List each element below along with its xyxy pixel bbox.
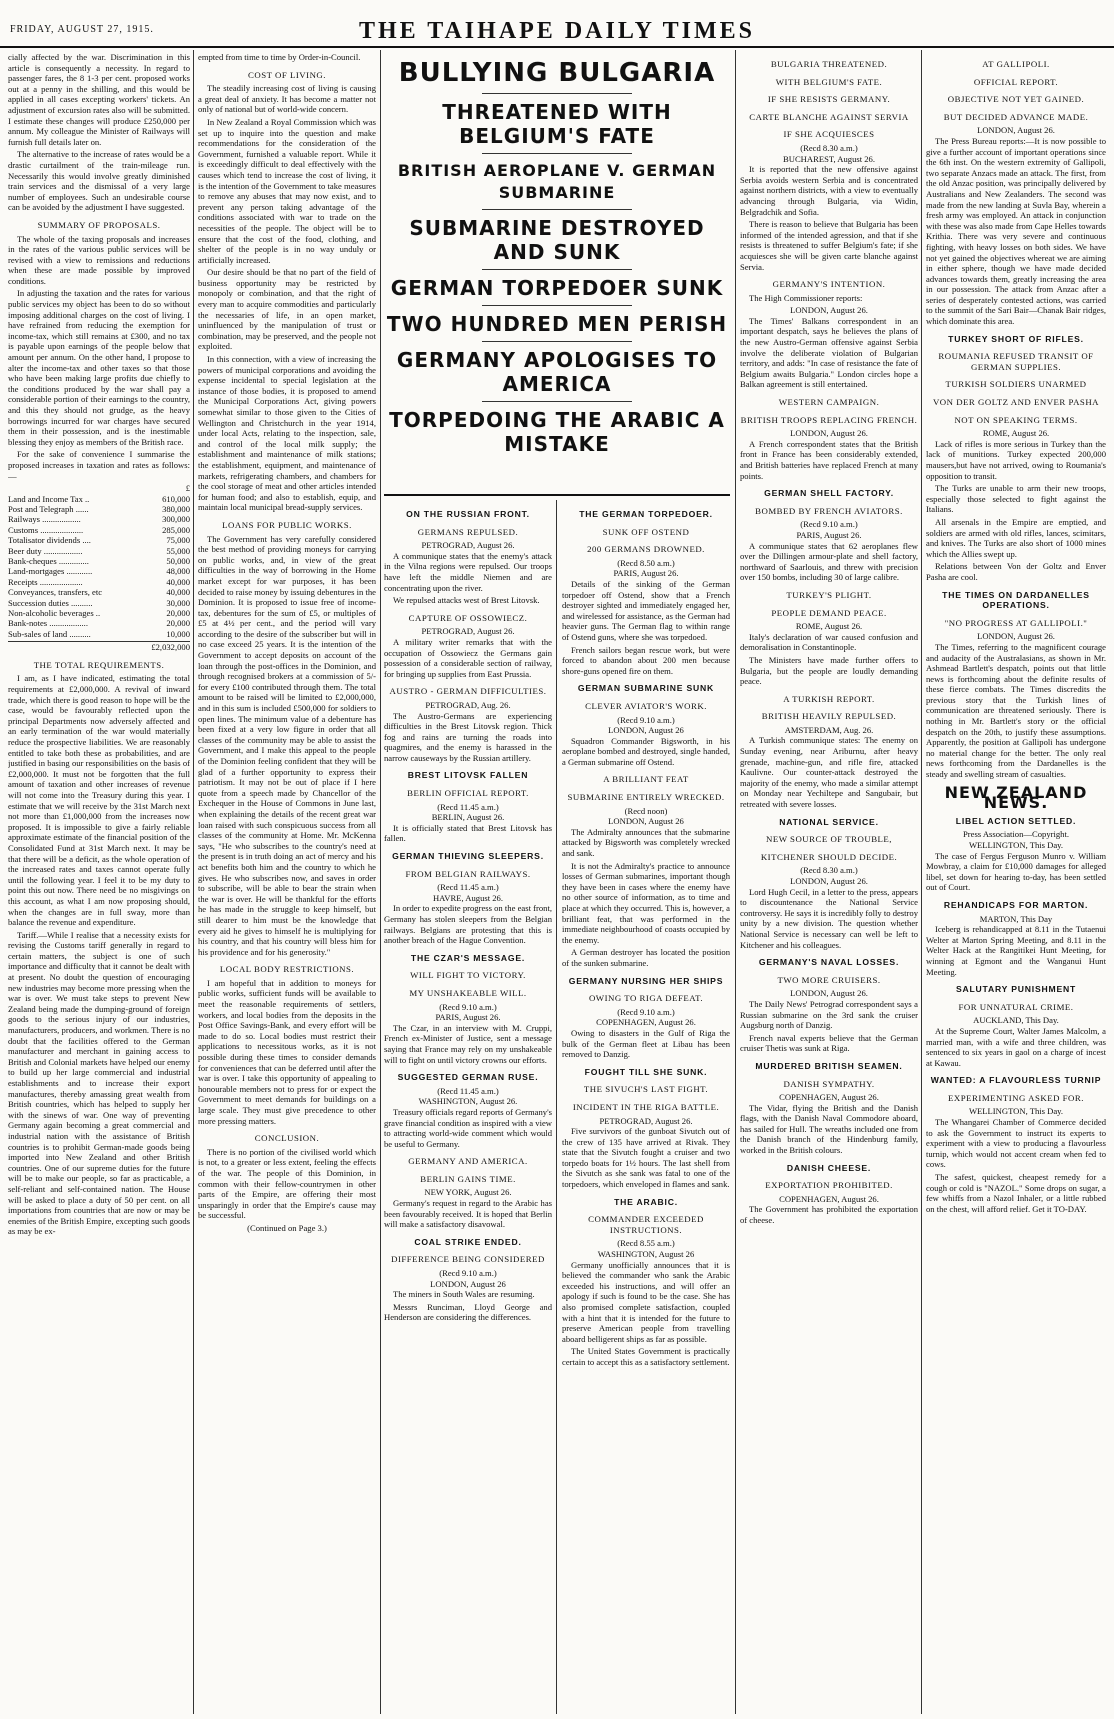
divider: [482, 269, 632, 270]
subheading: THE GERMAN TORPEDOER.: [579, 509, 713, 519]
divider: [482, 341, 632, 342]
dateline: AMSTERDAM, Aug. 26.: [784, 724, 874, 735]
subheading: SUBMARINE ENTIRELY WRECKED.: [567, 792, 725, 803]
subheading: GERMANY'S INTENTION.: [772, 279, 886, 290]
paragraph: Lack of rifles is more serious in Turkey than the lack of munitions. Turkey expected 200,000 mausers,but have not arrived, owing to Roumania's opposition to transit.: [926, 438, 1106, 481]
paragraph: French sailors began rescue work, but were forced to abandon about 200 men because shore-guns opened fire on them.: [562, 644, 730, 676]
paragraph: Messrs Runciman, Lloyd George and Henderson are considering the differences.: [384, 1301, 552, 1323]
received-time: (Recd 8.50 a.m.): [617, 557, 675, 568]
subheading: DANISH SYMPATHY.: [783, 1078, 875, 1089]
dateline: PETROGRAD, August 26.: [599, 1115, 693, 1126]
table-row: [8, 504, 190, 514]
paragraph: Treasury officials regard reports of Germany's grave financial condition as inspired with a view to attracting world-wide comment which would be useful to Germany.: [384, 1106, 552, 1149]
paragraph: The whole of the taxing proposals and increases in the rates of the various public services will be revised with a view to remissions and reductions when these are made possible by improved conditions.: [8, 233, 190, 286]
headline: TWO HUNDRED MEN PERISH: [386, 312, 728, 336]
subheading: SUMMARY OF PROPOSALS.: [37, 219, 161, 230]
paragraph: There is no portion of the civilised world which is not, to a greater or less extent, feeling the effects of the war. The people of this Dominion, in common with their fellow-countrymen in other parts of the Empire, are offering their most unsparingly in order that the Empire's cause may be successful.: [198, 1146, 376, 1221]
dateline: LONDON, August 26.: [790, 305, 868, 316]
dateline: COPENHAGEN, August 26.: [779, 1193, 879, 1204]
subheading: NATIONAL SERVICE.: [779, 816, 879, 827]
column-rule: [921, 50, 922, 1714]
table-cell-value: 50,000: [166, 556, 190, 566]
subheading: GERMANS REPULSED.: [417, 526, 519, 537]
table-cell-value: 20,000: [166, 618, 190, 629]
paragraph: In adjusting the taxation and the rates for various public services my object has been to do so without imposing additional charges on the cost of living. I have refrained from reducing the exemption for income-tax, which still remains at £300, and no tax is payable upon earnings of the people below that amount per annum. On the other hand, I propose to alter the income-tax and other taxes so that those who have been making large profits due chiefly to the conditions produced by the war shall pay a considerable portion of their earnings to the country, and this they should not grudge, as the heavy borrowings incurred for war charges have secured them in their possession, and is the inestimable blessing they enjoy as members of the British race.: [8, 288, 190, 447]
column-budget-speech: [8, 52, 190, 1712]
table-row: [8, 535, 190, 545]
paragraph: The Whangarei Chamber of Commerce decided to ask the Government to instruct its experts to experiment with a view to producing a flavourless turnip, which would not accent cream when fed to cows.: [926, 1117, 1106, 1170]
subheading: GERMAN THIEVING SLEEPERS.: [392, 851, 544, 862]
table-cell-value: 75,000: [166, 535, 190, 546]
dateline: PARIS, August 26.: [613, 568, 679, 579]
table-cell-label: Land and Income Tax ..: [8, 493, 90, 504]
paragraph: The Austro-Germans are experiencing difficulties in the Brest Litovsk region. Thick fog and rains are turning the roads into quagmires, and the enemy is harassed in the narrow causeways by the Russian artillery.: [384, 710, 552, 763]
column-russian-front: [384, 502, 552, 1712]
paragraph: All arsenals in the Empire are emptied, and soldiers are armed with old rifles, lances, scimitars, and knives. The Turks are also short of 1000 mines which the Allies swept up.: [926, 516, 1106, 559]
headline-block: [384, 52, 730, 497]
paragraph: A French correspondent states that the British front in France has been considerably extended, and British batteries have replaced French at many points.: [740, 438, 918, 481]
subheading: IF SHE ACQUIESCES: [783, 129, 875, 140]
subheading: CAPTURE OF OSSOWIECZ.: [408, 612, 528, 623]
paragraph: The Vidar, flying the British and the Danish flags, with the Danish Naval Commodore aboard, has sailed for Hull. The wreaths included one from the Danish branch of the Hindenburg family, worked in the British colours.: [740, 1102, 918, 1156]
taxation-table: [8, 483, 190, 639]
dateline: PARIS, August 26.: [796, 529, 862, 540]
dateline: PETROGRAD, August 26.: [421, 626, 515, 637]
subheading: NEW SOURCE OF TROUBLE,: [765, 834, 893, 845]
dateline: BERLIN, August 26.: [431, 812, 505, 823]
subheading: ROUMANIA REFUSED TRANSIT OF GERMAN SUPPLIES.: [938, 351, 1094, 372]
paragraph: The United States Government is practically certain to accept this as a satisfactory settlement.: [562, 1346, 730, 1367]
subheading: LOANS FOR PUBLIC WORKS.: [222, 519, 352, 530]
subheading: TWO MORE CRUISERS.: [777, 974, 881, 985]
subheading: LOCAL BODY RESTRICTIONS.: [219, 964, 355, 975]
subheading: LIBEL ACTION SETTLED.: [955, 815, 1077, 826]
dateline: LONDON, August 26.: [790, 876, 868, 886]
dateline: LONDON, August 26: [430, 1278, 506, 1289]
subheading: AT GALLIPOLI.: [982, 59, 1050, 69]
subheading: "NO PROGRESS AT GALLIPOLI.": [944, 617, 1088, 628]
subheading: WITH BELGIUM'S FATE.: [775, 76, 883, 87]
paragraph: At the Supreme Court, Walter James Malcolm, a married man, with a wife and three children, was sentenced to six years in gaol on a charge of incest at Kawau.: [926, 1025, 1106, 1068]
subheading: 200 GERMANS DROWNED.: [587, 544, 705, 555]
table-cell-value: 285,000: [162, 524, 190, 535]
paragraph: For the sake of convenience I summarise the proposed increases in taxation and rates as follows:—: [8, 449, 190, 481]
table-cell-label: Non-alcoholic beverages ..: [8, 608, 101, 619]
received-time: (Recd 8.30 a.m.): [800, 865, 858, 876]
paragraph: The miners in South Wales are resuming.: [393, 1289, 535, 1300]
paragraph: We repulsed attacks west of Brest Litovsk.: [393, 595, 540, 606]
subheading: CARTE BLANCHE AGAINST SERVIA: [749, 111, 909, 122]
subheading: A BRILLIANT FEAT: [603, 774, 689, 785]
table-cell-value: 40,000: [166, 587, 190, 598]
table-row: [8, 566, 190, 576]
subheading: FROM BELGIAN RAILWAYS.: [405, 868, 531, 879]
subheading: FOR UNNATURAL CRIME.: [958, 1001, 1074, 1012]
dateline: PETROGRAD, August 26.: [421, 540, 515, 551]
subheading: PEOPLE DEMAND PEACE.: [771, 607, 887, 618]
paragraph: In New Zealand a Royal Commission which was set up to inquire into the question and make recommendations for the consideration of the Government, furnished a valuable report. While it is exceedingly difficult to deal effectively with the causes which tend to increase the cost of living, it is the intention of the Government to take measures to remove any abuses that may now exist, and to prevent any person taking advantage of the conditions associated with war to trade on the necessities of the people. The object will be to ensure that the cost of the food, clothing, and shelter of the people is in no way unduly or artificially increased.: [198, 116, 376, 265]
subheading: KITCHENER SHOULD DECIDE.: [760, 851, 898, 862]
dateline: BUCHAREST, August 26.: [783, 153, 875, 164]
paragraph: empted from time to time by Order-in-Council.: [198, 52, 361, 62]
divider: [482, 93, 632, 94]
headline: TORPEDOING THE ARABIC A MISTAKE: [389, 408, 725, 456]
paragraph: Italy's declaration of war caused confusion and demoralisation in Constantinople.: [740, 631, 918, 653]
paragraph: A communique states that the enemy's attack in the Vilna regions were repulsed. Our troops have left the middle Niemen and are concentrating upon the river.: [384, 550, 552, 593]
column-rule: [193, 50, 194, 1714]
subheading: THE TIMES ON DARDANELLES OPERATIONS.: [942, 589, 1090, 611]
table-cell-label: Beer duty ..................: [8, 545, 83, 556]
paragraph: The alternative to the increase of rates would be a drastic curtailment of the train-mileage run. Necessarily this would involve greatly diminished train services and the dismissal of a very large number of employees. Such an undesirable course can be avoided by the adjustment I have suggested.: [8, 149, 190, 213]
table-row: [8, 587, 190, 597]
masthead: [0, 0, 1114, 48]
table-row: [8, 577, 190, 587]
subheading: BUT DECIDED ADVANCE MADE.: [943, 111, 1089, 122]
paragraph: The Government has prohibited the exportation of cheese.: [740, 1204, 918, 1226]
paragraph: Our desire should be that no part of the field of business opportunity may be restricted by monopoly or combination, and that the right of every man to acquire commodities and particularly the necessaries of life, in an open market, uninfluenced by the manipulation of trust or combination, may be preserved, and the people not exploited.: [198, 267, 376, 352]
dateline: MARTON, This Day: [979, 913, 1053, 924]
received-time: (Recd 9.10 a.m.): [617, 1006, 675, 1017]
subheading: EXPERIMENTING ASKED FOR.: [948, 1092, 1084, 1103]
column-rule: [735, 50, 736, 1714]
subheading: TURKISH SOLDIERS UNARMED: [945, 379, 1087, 390]
received-time: (Recd 11.45 a.m.): [437, 1085, 499, 1096]
table-cell-label: Sub-sales of land ..........: [8, 628, 91, 639]
subheading: WESTERN CAMPAIGN.: [778, 397, 880, 408]
subheading: WANTED: A FLAVOURLESS TURNIP: [930, 1075, 1102, 1086]
subheading: GERMANY AND AMERICA.: [408, 1156, 528, 1167]
subheading: CONCLUSION.: [254, 1133, 320, 1144]
table-cell-label: Railways ..................: [8, 514, 81, 525]
table-cell-label: Bank-cheques ..............: [8, 556, 89, 566]
table-row: [8, 556, 190, 566]
received-time: (Recd 8.55 a.m.): [617, 1238, 675, 1249]
table-cell-label: Conveyances, transfers, etc: [8, 587, 103, 598]
subheading: THE TOTAL REQUIREMENTS.: [33, 659, 165, 670]
paragraph: Germany's request in regard to the Arabic has been favourably received. It is hoped that Berlin will make a satisfactory disavowal.: [384, 1198, 552, 1230]
received-time: (Recd 11.45 a.m.): [437, 882, 499, 893]
subheading: AUSTRO - GERMAN DIFFICULTIES.: [389, 686, 547, 697]
paragraph: Squadron Commander Bigsworth, in his aeroplane bombed and destroyed, single handed, a German submarine off Ostend.: [562, 735, 730, 767]
subheading: TURKEY SHORT OF RIFLES.: [948, 333, 1084, 344]
subheading: BERLIN GAINS TIME.: [420, 1173, 516, 1184]
paragraph: The High Commissioner reports:: [749, 292, 863, 303]
subheading: CLEVER AVIATOR'S WORK.: [585, 700, 707, 711]
paragraph: The Czar, in an interview with M. Cruppi, French ex-Minister of Justice, sent a message saying that France may rely on my unshakeable will to fight on until victory crowns our efforts.: [384, 1022, 552, 1065]
advertisement: The safest, quickest, cheapest remedy for a cough or cold is "NAZOL." Some drops on sugar, a few whiffs from a Nazol Inhaler, or a little rubbed on the chest, will afford relief. Get it TO-DAY.: [926, 1172, 1106, 1214]
credit-line: Press Association—Copyright.: [963, 829, 1069, 840]
paragraph: Tariff.—While I realise that a necessity exists for revising the Customs tariff generally in regard to certain matters, the subject is one of such importance and difficulty that it cannot be dealt with at present. No doubt the question of encouraging new industries may become more pressing when the war is over. We must take steps to prevent New Zealand being made the dumping-ground of foreign goods to the serious injury of our industries, manufacturers, producers, and workmen. There is no doubt that the facilities offered to the German manufacturer and merchant in gaining access to British and Colonial markets have helped our enemy to build up her large commercial and industrial establishments and to increase their export manufactures, thereby amassing great wealth from British countries, which has helped to supply her with the sinews of war. One way of preventing Germany again becoming a great commercial and industrial nation with the assistance of British countries is to prohibit German-made goods being imported into New Zealand and other British countries. One of our supreme duties for the future will be to make our people, so far as practicable, a self-reliant and self-contained nation. The House will be asked to place a duty of 50 per cent. on all importations from countries that are now or may be enemies of the British Empire, excepting such goods as may be ex-: [8, 929, 190, 1237]
table-row: [8, 608, 190, 618]
table-cell-value: 380,000: [162, 503, 190, 514]
paragraph: It is officially stated that Brest Litovsk has fallen.: [384, 822, 552, 844]
paragraph: Owing to disasters in the Gulf of Riga the bulk of the German fleet at Libau has been removed to Danzig.: [562, 1027, 730, 1060]
table-cell-value: 20,000: [166, 608, 190, 619]
paragraph: I am, as I have indicated, estimating the total requirements at £2,000,000. A revival of inward trade, which there is good reason to hope will be the case, would be favourably reflected upon the principal Departments now adversely affected and an early termination of the war would materially reduce the prospective liabilities. We are reasonably entitled to take both these as probabilities, and are justified in basing our responsibilities on the basis of £2,000,000. It must not be forgotten that the full amount of taxation and other increases of revenue will not come into the Treasury during this year. I estimate that we will receive by the 31st March next not more than £1,000,000 from the increases now proposed. It is impossible to give a fairly reliable approximate estimate of the financial position of the Consolidated Fund at 31st March next. It may be that there will be a deficit, as the whole operation of the increased rates and taxes cannot operate fully until the following year. I feel it to be my duty to point this out now. There need be no misgivings on this account, as what I am now proposing should, when the changes are in full sway, more than balance the revenue and expenditure.: [8, 673, 190, 928]
paragraph: Five survivors of the gunboat Sivutch out of the crew of 135 have arrived at Rivak. They state that the Sivutch fought a cruiser and two torpedo boats for 1½ hours. The last shell from the Sivutch as she sank was fatal to one of the torpedoers, which enveloped in flames and sank.: [562, 1126, 730, 1190]
dateline: PARIS, August 26.: [435, 1012, 501, 1023]
subheading: ON THE RUSSIAN FRONT.: [406, 509, 530, 519]
subheading: BULGARIA THREATENED.: [770, 59, 888, 69]
subheading: FOUGHT TILL SHE SUNK.: [584, 1066, 708, 1077]
dateline: ROME, August 26.: [795, 621, 863, 632]
subheading: GERMAN SHELL FACTORY.: [764, 488, 894, 499]
table-cell-label: Bank-notes ..................: [8, 618, 88, 629]
table-cell-value: 48,000: [166, 566, 190, 577]
subheading: COAL STRIKE ENDED.: [414, 1236, 522, 1247]
column-budget-continued: [198, 52, 376, 1712]
subheading: BRITISH TROOPS REPLACING FRENCH.: [740, 414, 918, 425]
table-cell-value: 300,000: [162, 514, 190, 525]
received-time: (Recd 8.30 a.m.): [800, 142, 858, 153]
paragraph: The Turks are unable to arm their new troops, especially those selected to fight against the Italians.: [926, 483, 1106, 515]
headline: GERMANY APOLOGISES TO AMERICA: [396, 348, 718, 396]
subheading: TURKEY'S PLIGHT.: [786, 589, 872, 600]
newspaper-title: THE TAIHAPE DAILY TIMES: [359, 18, 755, 44]
table-row: [8, 546, 190, 556]
table-cell-label: Totalisator dividends ....: [8, 535, 91, 546]
paragraph: cially affected by the war. Discrimination in this article is consequently a necessity. In regard to passenger fares, the 8 1-3 per cent. proposed works out at a penny in the shilling, and this would be applied in all cases excepting workers' tickets. An adjustment of excursion rates also will be submitted. I estimate these changes will produce £250,000 per annum. My colleague the Minister of Railways will furnish full details later on.: [8, 52, 190, 147]
table-total: £2,032,000: [8, 641, 190, 653]
subheading: THE CZAR'S MESSAGE.: [410, 952, 526, 963]
subheading: SUGGESTED GERMAN RUSE.: [397, 1072, 539, 1083]
subheading: OBJECTIVE NOT YET GAINED.: [947, 94, 1085, 105]
paragraph: Relations between Von der Goltz and Enver Pasha are cool.: [926, 561, 1106, 582]
paragraph: Iceberg is rehandicapped at 8.11 in the Tutaenui Welter at Marton Spring Meeting, and 8.11 in the Welter Hack at the Rangitikei Hunt Meeting, for winning at Egmont and the Wanganui Hunt Meeting.: [926, 924, 1106, 977]
subheading: MURDERED BRITISH SEAMEN.: [755, 1060, 903, 1071]
paragraph: The Daily News' Petrograd correspondent says a Russian submarine on the 3rd sank the cruiser Augsburg north of Danzig.: [740, 998, 918, 1031]
dateline: PETROGRAD, Aug. 26.: [425, 699, 511, 710]
headline: THREATENED WITH BELGIUM'S FATE: [442, 100, 672, 148]
table-row: [8, 618, 190, 628]
subheading: OFFICIAL REPORT.: [973, 76, 1059, 87]
paragraph: I am hopeful that in addition to moneys for public works, sufficient funds will be available to meet the reasonable requirements of settlers, workers, and local bodies from the deposits in the Post Office Savings-Bank, and every effort will be made to do so. Local bodies must restrict their applications to necessitous works, as it is not possible during these times to consider demands for conveniences that can be deferred until after the war is over. I take this opportunity of appealing to honourable members not to press for or expect the Government to meet demands for buildings on a large scale. They must give precedence to other more pressing matters.: [198, 977, 376, 1126]
subheading: IF SHE RESISTS GERMANY.: [767, 94, 891, 105]
dateline: LONDON, August 26.: [790, 988, 868, 999]
paragraph: The Press Bureau reports:—It is now possible to give a further account of important operations since the 6th inst. On the western extremity of Gallipoli, two separate Anzacs made an attack. The first, from the old Anzac position, was principally delivered by Australians and New Zealanders. The second was made from the new landing at Suvla Bay, wherein a fresh army was employed. An attack in conjunction with these was also made from Cape Helles towards Krithia. There was very severe and continuous fighting, with heavy losses on both sides. We have not yet gained the objectives whereat we are aiming in either sphere, though we have made decided advances towards them, greatly increasing the area in our possession. The attack from Anzac after a series of desperately contested actions, was carried to the summit of the Sari Bair—Chanak Bair ridges, which dominate this area.: [926, 135, 1106, 327]
table-cell-value: 10,000: [166, 628, 190, 639]
table-cell-label: Land-mortgages ............: [8, 566, 93, 577]
paragraph: In order to expedite progress on the east front, Germany has stolen sleepers from the Belgian railways. Belgians are protesting that this is another breach of the Hague Convention.: [384, 903, 552, 946]
divider: [482, 305, 632, 306]
table-row: [8, 525, 190, 535]
column-bulgaria: [740, 52, 918, 1712]
dateline: LONDON, August 26: [608, 725, 684, 736]
section-heading-nz-news: NEW ZEALAND NEWS.: [944, 782, 1088, 813]
subheading: GERMANY NURSING HER SHIPS: [568, 975, 724, 986]
table-cell-label: Receipts ....................: [8, 576, 83, 587]
subheading: INCIDENT IN THE RIGA BATTLE.: [572, 1101, 720, 1112]
column-german-torpedoer: [562, 502, 730, 1712]
paragraph: Details of the sinking of the German torpedoer off Ostend, show that a French destroyer sighted and immediately engaged her, and wirelessed for assistance, as the German had heavier guns. The German flag to within range of Ostend guns, where she was torpedoed.: [562, 578, 730, 642]
table-cell-label: Customs ....................: [8, 524, 84, 535]
paragraph: The case of Fergus Ferguson Munro v. William Mowbray, a claim for £10,000 damages for alleged libel, set down for hearing to-day, has been settled out of Court.: [926, 850, 1106, 893]
subheading: BERLIN OFFICIAL REPORT.: [407, 788, 529, 799]
received-time: (Recd 9.10 a.m.): [617, 714, 675, 725]
dateline: WELLINGTON, This Day.: [968, 840, 1064, 850]
divider: [482, 401, 632, 402]
received-time: (Recd 9.10 a.m.): [439, 1001, 497, 1012]
subheading: EXPORTATION PROHIBITED.: [765, 1180, 893, 1191]
subheading: REHANDICAPS FOR MARTON.: [943, 899, 1089, 910]
paragraph: Lord Hugh Cecil, in a letter to the press, appears to discountenance the National Service controversy. He says it is incredibly folly to destroy unity by a new division. The question whether National Service is necessary can well be left to Kitchener and his colleagues.: [740, 886, 918, 950]
subheading: DIFFERENCE BEING CONSIDERED: [391, 1254, 545, 1265]
headline: BRITISH AEROPLANE V. GERMAN SUBMARINE: [397, 161, 717, 202]
dateline: WASHINGTON, August 26: [597, 1249, 695, 1260]
subheading: DANISH CHEESE.: [786, 1162, 872, 1173]
received-time: (Recd 9.10 a.m.): [800, 519, 858, 530]
subheading: COMMANDER EXCEEDED INSTRUCTIONS.: [588, 1214, 704, 1235]
issue-date: FRIDAY, AUGUST 27, 1915.: [10, 24, 154, 35]
dateline: LONDON, August 26.: [977, 631, 1055, 642]
table-cell-label: Succession duties ..........: [8, 597, 93, 608]
continued-note: (Continued on Page 3.): [247, 1222, 327, 1233]
subheading: COST OF LIVING.: [248, 69, 326, 80]
paragraph: The Times, referring to the magnificent courage and audacity of the Australasians, as shown in Mr. Ashmead Bartlett's despatch, points out that little news is forthcoming about the definite results of these fierce combats. The Times discredits the previous story that the Turkish lines of communication are threatened seriously. There is nothing in Mr. Bartlett's story or the official despatch on the 20th, to justify these assumptions. Apparently, the position at Gallipoli has undergone no material change for the better. The only real news forthcoming from the Dardanelles is the steady and swelling stream of casualties.: [926, 641, 1106, 780]
table-row: [8, 598, 190, 608]
subheading: WILL FIGHT TO VICTORY.: [410, 970, 526, 981]
subheading: BREST LITOVSK FALLEN: [407, 770, 529, 781]
subheading: BRITISH HEAVILY REPULSED.: [761, 711, 897, 722]
paragraph: It is not the Admiralty's practice to announce losses of German submarines, important though they have been in cases where the enemy have no other source of information, as to time and place at which they occurred. This is, however, a brilliant feat, that was performed in the immediate neighbourhood of coasts occupied by the enemy.: [562, 860, 730, 945]
subheading: THE SIVUCH'S LAST FIGHT.: [583, 1084, 709, 1095]
subheading: A TURKISH REPORT.: [783, 693, 875, 704]
paragraph: In this connection, with a view of increasing the powers of municipal corporations and avoiding the expense incidental to special legislation at the instance of those bodies, it is proposed to amend the Municipal Corporations Act, giving powers somewhat similar to those given to the Cities of Wellington and Christchurch in the year 1914, under local Acts, relating to the inspection, sale, and control of the local milk supply; the establishment and maintenance of milk stations; the establishment, equipment, and maintenance of markets, refrigerating chambers, and chambers for the cool storage of meat and other articles intended for human food; and also to establish, equip, and maintain local municipal bread-supply services.: [198, 354, 376, 513]
dateline: HAVRE, August 26.: [432, 892, 504, 903]
table-row: [8, 494, 190, 504]
table-cell-value: 30,000: [166, 597, 190, 608]
paragraph: It is reported that the new offensive against Serbia avoids western Serbia and is concentrated against northern districts, with a view to eventually advancing through Bulgaria, via Widin, Belgradchik and Sofia.: [740, 164, 918, 217]
subheading: SALUTARY PUNISHMENT: [955, 984, 1077, 995]
subheading: GERMAN SUBMARINE SUNK: [577, 683, 715, 694]
dateline: WELLINGTON, This Day.: [968, 1106, 1064, 1117]
dateline: COPENHAGEN, August 26.: [779, 1092, 879, 1103]
column-gallipoli: [926, 52, 1106, 1712]
received-time: (Recd noon): [624, 805, 668, 816]
column-rule: [556, 500, 557, 1714]
paragraph: A communique states that 62 aeroplanes flew over the Dillingen armour-plate and shell factory, northward of Saarlouis, and threw with precision over 150 bombs, including 30 of large calibre.: [740, 540, 918, 583]
paragraph: A military writer remarks that with the occupation of Ossowiecz the Germans gain possession of a considerable section of railway, for bringing up supplies from East Prussia.: [384, 636, 552, 679]
paragraph: French naval experts believe that the German cruiser Thetis was sunk at Riga.: [740, 1032, 918, 1054]
dateline: LONDON, August 26: [608, 816, 684, 827]
paragraph: The Times' Balkans correspondent in an important despatch, says he believes the plans of the new Austro-German offensive against Serbia involve the deliberate violation of Bulgarian territory, and adds: "In case of resistance the fate of Belgium awaits Bulgaria." London circles hope a Balkan agreement is still entertained.: [740, 315, 918, 390]
headline: SUBMARINE DESTROYED AND SUNK: [409, 216, 705, 264]
paragraph: The steadily increasing cost of living is causing a great deal of anxiety. It has become a matter not only of national but of world-wide concern.: [198, 83, 376, 115]
paragraph: The Ministers have made further offers to Bulgaria, but the people are loudly demanding peace.: [740, 654, 918, 687]
dateline: NEW YORK, August 26.: [424, 1187, 512, 1198]
paragraph: The Government has very carefully considered the best method of providing moneys for carrying on public works, and, in view of the great difficulties in the way of borrowing in the Home market except for war purposes, it has been decided to raise money by issuing debentures in the Dominion. It is proposed to issue free of income-tax, debentures for the sum of £5, or multiples of £5 at 4½ per cent., and the period will vary according to the desire of the subscriber but will in no case exceed 25 years. It is the intention of the Government to accept deposits on account of the loan through the post-offices in the Dominion, and through recognised brokers at a commission of 5/- for every £100 contributed through them. The total amount to be raised will be limited to £2,000,000, and in this sum is included £500,000 for soldiers to open lines. The minimum value of a debenture has been fixed at a very low figure in order that all classes of the community may be able to assist the Government, and I make this appeal to the people of the Dominion feeling confident that they will be glad of a further opportunity to express their patriotism. It may not be out of place if I here quote from a speech made by Chancellor of the Exchequer in the House of Commons in June last, when explaining the details of the recent great war loan raised with such conspicuous success from all classes of the community at Home. Mr. McKenna says, "He who subscribes to the country's need at the present is in truth doing an act of mercy and his act benefits both him and the country to which he gives. He who subscribes now, and saves in order to subscribe, will be able to bear the strain when the war is over. He will be thankful for the efforts he has made in the struggle to keep himself, but still dearer to him must be the knowledge that every aid he gives to himself he is multiplying for his country, and that his country will bless him for his providence and for his generosity.": [198, 533, 376, 957]
dateline: ROME, August 26.: [982, 428, 1050, 439]
divider: [384, 494, 730, 496]
dateline: WASHINGTON, August 26.: [418, 1096, 518, 1107]
table-cell-label: Post and Telegraph ......: [8, 503, 89, 514]
divider: [482, 153, 632, 154]
table-row: [8, 629, 190, 639]
paragraph: A Turkish communique states: The enemy on Sunday evening, near Ariburnu, after heavy grenade, machine-gun, and rifle fire, attacked Kaulivne. Our counter-attack destroyed the majority of the enemy, who made a similar attempt on Monday near Yechiltepe and Sangubair, but retreated with severe losses.: [740, 735, 918, 810]
table-row: [8, 514, 190, 524]
paragraph: The Admiralty announces that the submarine attacked by Bigsworth was completely wrecked and sank.: [562, 826, 730, 859]
dateline: COPENHAGEN, August 26.: [596, 1017, 696, 1028]
paragraph: Germany unofficially announces that it is believed the commander who sank the Arabic exceeded his instructions, and will offer an apology if such is found to be the case. She has also promised complete satisfaction, coupled with a hint that it is intended for the future to preserve American people from travelling aboard belligerent ships as far as possible.: [562, 1259, 730, 1344]
subheading: MY UNSHAKEABLE WILL.: [409, 987, 527, 998]
headline: GERMAN TORPEDOER SUNK: [390, 276, 724, 300]
paragraph: A German destroyer has located the position of the sunken submarine.: [562, 947, 730, 968]
headline-main: BULLYING BULGARIA: [398, 58, 716, 88]
received-time: (Recd 11.45 a.m.): [437, 801, 499, 812]
subheading: THE ARABIC.: [614, 1196, 678, 1207]
table-cell-value: 55,000: [166, 545, 190, 556]
subheading: VON DER GOLTZ AND ENVER PASHA: [932, 397, 1100, 408]
column-rule: [380, 50, 381, 1714]
paragraph: There is reason to believe that Bulgaria has been informed of the intended agression, and that if she resists is threatened to suffer Belgium's fate; if she acquiesces she will be given carte blanche against Servia.: [740, 219, 918, 272]
dateline: AUCKLAND, This Day.: [973, 1015, 1059, 1026]
subheading: NOT ON SPEAKING TERMS.: [954, 414, 1078, 425]
dateline: LONDON, August 26.: [790, 428, 868, 439]
table-cell-value: 610,000: [162, 493, 190, 504]
divider: [482, 209, 632, 210]
dateline: LONDON, August 26.: [977, 125, 1055, 136]
table-cell-value: 40,000: [166, 576, 190, 587]
subheading: OWING TO RIGA DEFEAT.: [588, 993, 704, 1004]
subheading: SUNK OFF OSTEND: [602, 526, 690, 537]
received-time: (Recd 9.10 a.m.): [439, 1268, 497, 1279]
subheading: BOMBED BY FRENCH AVIATORS.: [755, 505, 903, 516]
subheading: GERMANY'S NAVAL LOSSES.: [758, 957, 900, 968]
table-header: £: [185, 483, 190, 494]
